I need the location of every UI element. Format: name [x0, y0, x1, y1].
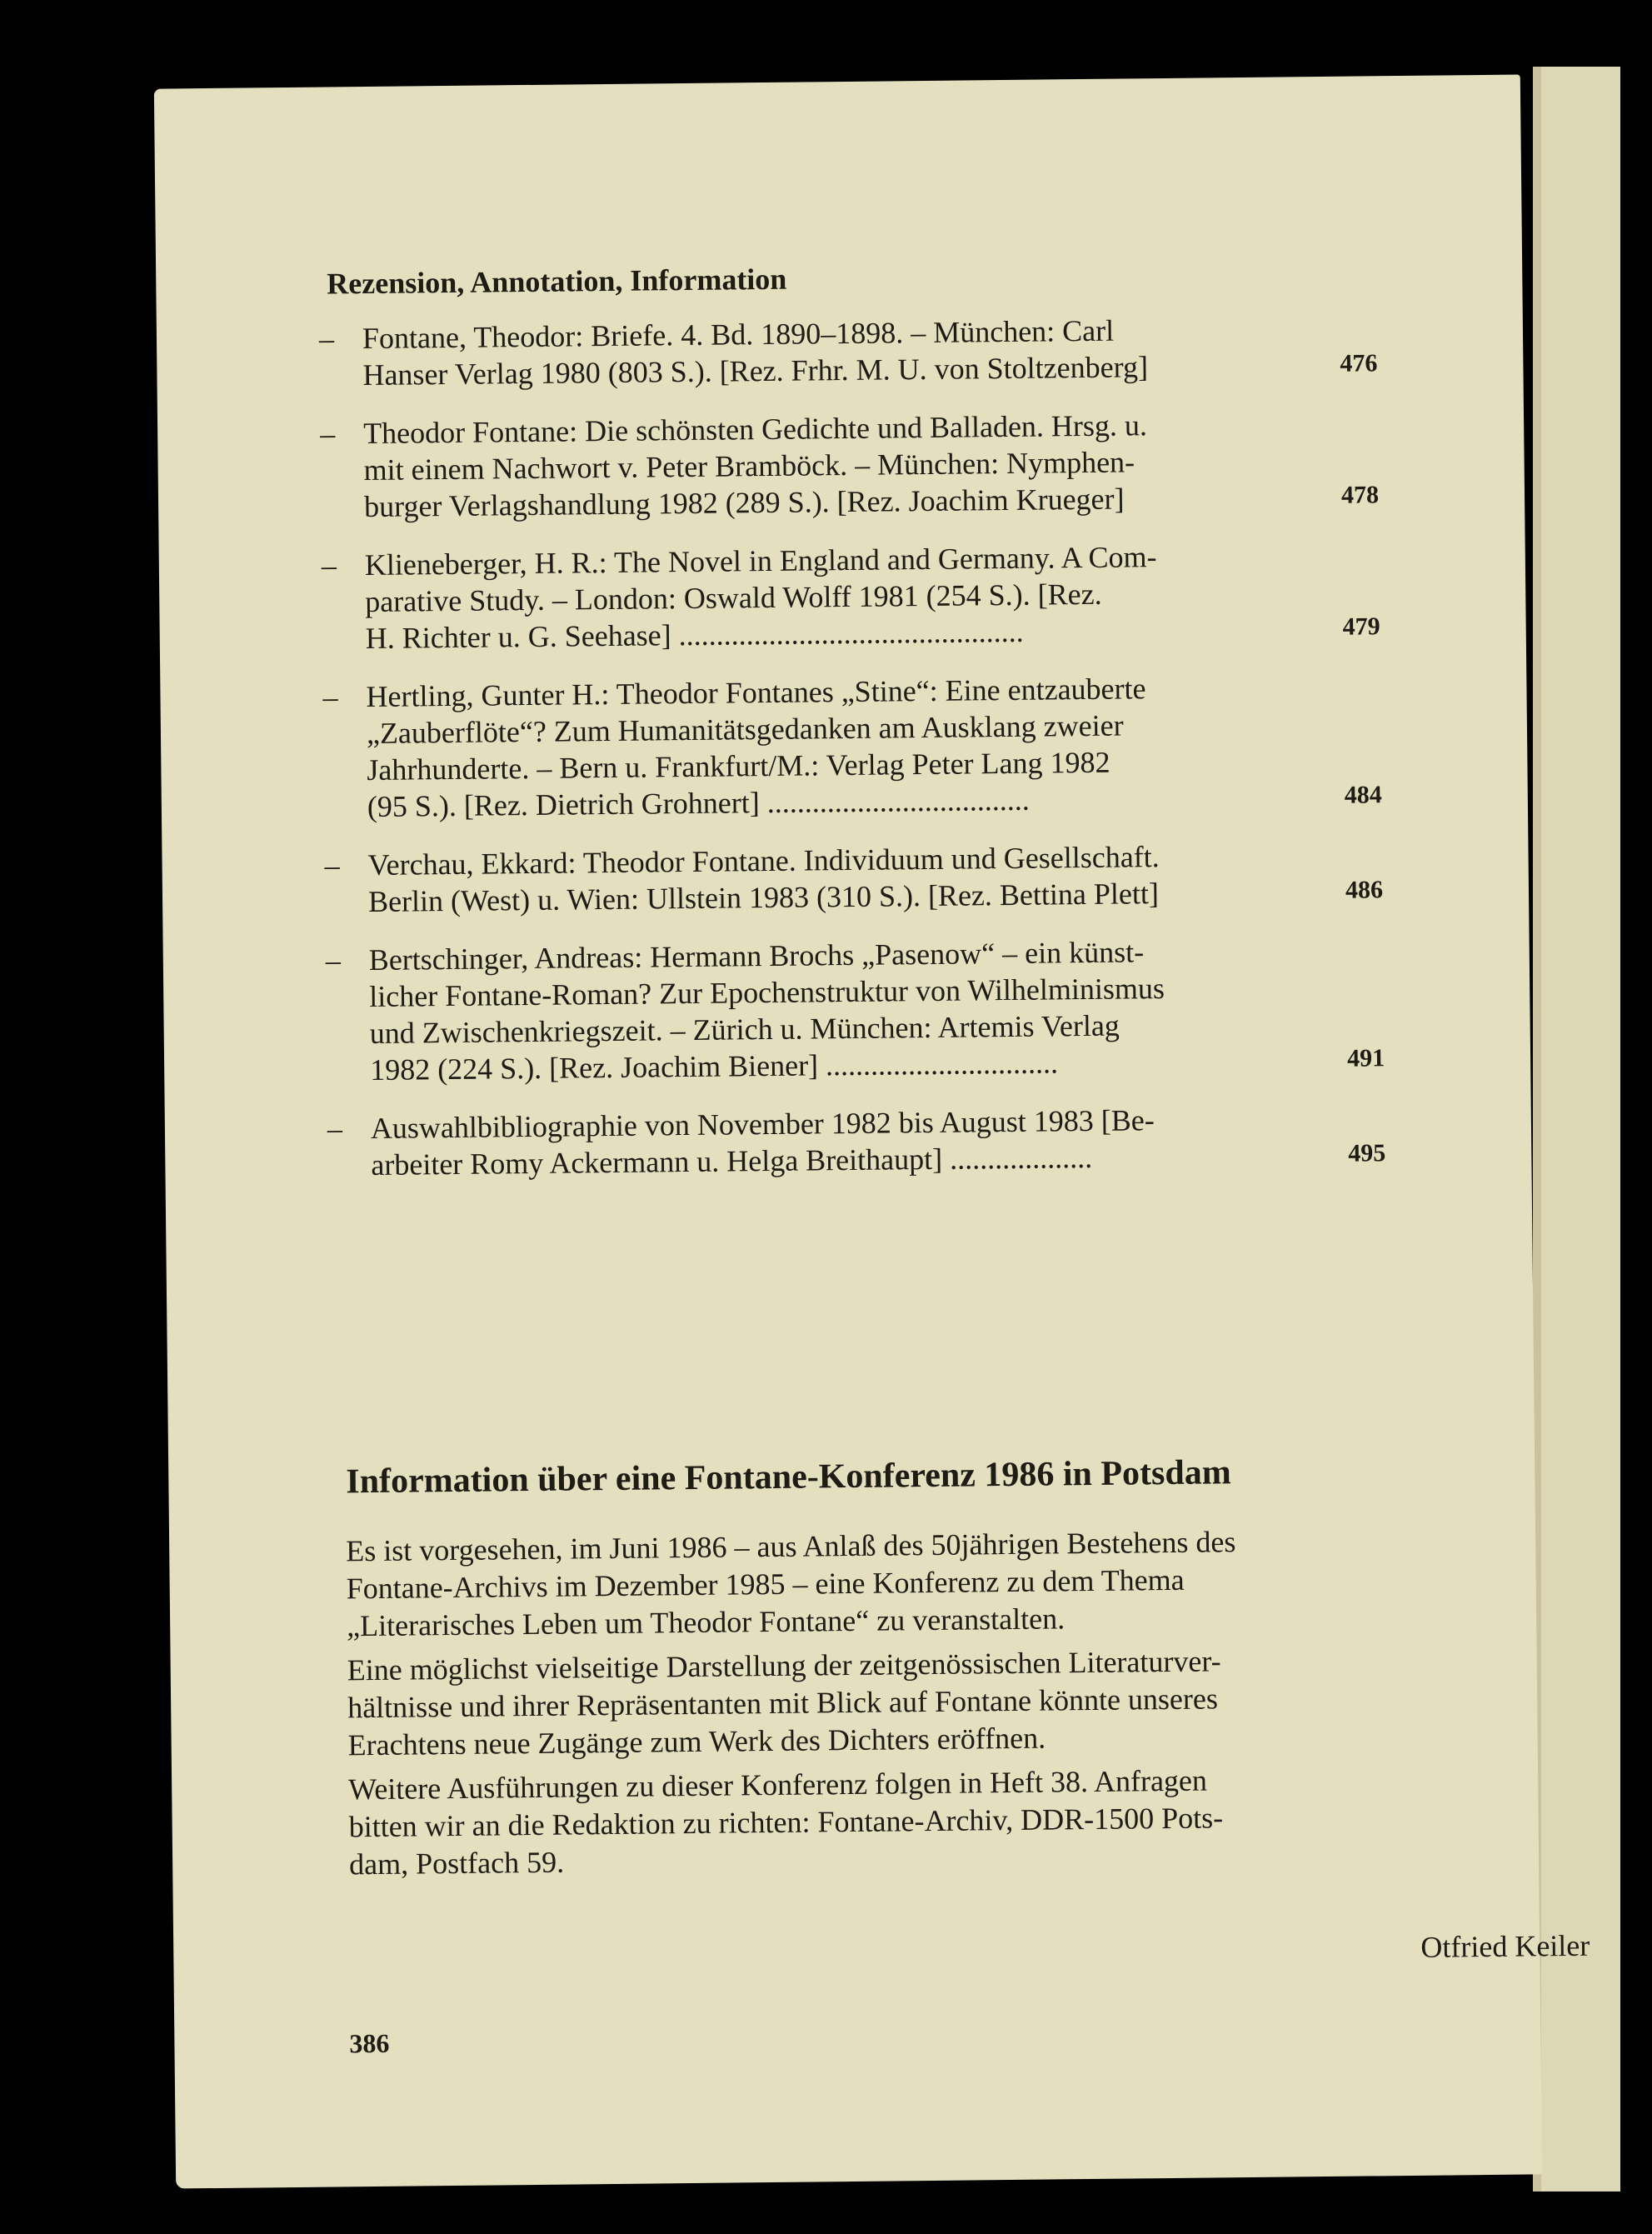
toc-entry-text: Auswahlbibliographie von November 1982 bis August 1983 [Be- arbeiter Romy Ackermann u. Helga Breithaupt] ................... [370, 1103, 1155, 1182]
toc-dash: – [324, 848, 340, 882]
toc-entry [322, 667, 1382, 825]
author-signature: Otfried Keiler [1420, 1928, 1590, 1964]
toc-entry [320, 404, 1379, 525]
toc-page-number: 495 [1348, 1139, 1386, 1167]
toc-page-number: 486 [1345, 876, 1384, 904]
document-page [154, 74, 1590, 2188]
toc-entry [322, 536, 1380, 657]
table-of-contents [319, 309, 1386, 1205]
toc-page-number: 479 [1342, 612, 1380, 641]
toc-page-number: 491 [1346, 1044, 1385, 1072]
toc-entry-text: Theodor Fontane: Die schönsten Gedichte und Balladen. Hrsg. u. mit einem Nachwort v. Peter Bramböck. – München: Nymphen- burger Verlagshandlung 1982 (289 S.). [Rez. Joachim Krueger] [362, 408, 1148, 524]
toc-page-number: 484 [1344, 781, 1382, 809]
info-paragraph: Es ist vorgesehen, im Juni 1986 – aus Anlaß des 50jährigen Bestehens des Fontane-Archivs im Dezember 1985 – eine Konferenz zu dem Thema „Literarisches Leben um Theodor Fontane“ zu veranstalten. [346, 1525, 1236, 1643]
toc-dash: – [327, 1112, 343, 1146]
toc-entry-text: Verchau, Ekkard: Theodor Fontane. Individuum und Gesellschaft. Berlin (West) u. Wien: Ullstein 1983 (310 S.). [Rez. Bettina Plett] [367, 840, 1160, 919]
toc-page-number: 476 [1340, 349, 1378, 377]
toc-page-number: 478 [1340, 481, 1380, 509]
toc-dash: – [319, 417, 336, 451]
toc-entry-text: Hertling, Gunter H.: Theodor Fontanes „Stine“: Eine entzauberte „Zauberflöte“? Zum Humanitätsgedanken am Ausklang zweier Jahrhunderte. – Bern u. Frankfurt/M.: Verlag Peter Lang 1982 (95 S.). [Rez. Dietrich Grohnert] ................................... [366, 672, 1146, 824]
info-body [346, 1520, 1590, 1891]
toc-entry [327, 1099, 1386, 1183]
page-number: 386 [349, 2027, 390, 2059]
toc-entry-text: Bertschinger, Andreas: Hermann Brochs „Pasenow“ – ein künst- licher Fontane-Roman? Zur Epochenstruktur von Wilhelminismus und Zwischenkriegszeit. – Zürich u. München: Artemis Verlag 1982 (224 S.). [Rez. Joachim Biener] ............................... [368, 935, 1165, 1087]
toc-entry-text: Klieneberger, H. R.: The Novel in England and Germany. A Com- parative Study. – London: Oswald Wolff 1981 (254 S.). [Rez. H. Richter u. G. Seehase] .............................................. [364, 540, 1157, 656]
info-paragraph: Eine möglichst vielseitige Darstellung der zeitgenössischen Literaturver- hältnisse und ihrer Repräsentanten mit Blick auf Fontane könnte unseres Erachtens neue Zugänge zum Werk des Dichters eröffnen. [347, 1644, 1221, 1762]
toc-entry-text: Fontane, Theodor: Briefe. 4. Bd. 1890–1898. – München: Carl Hanser Verlag 1980 (803 S.). [Rez. Frhr. M. U. von Stoltzenberg] [362, 313, 1149, 392]
toc-entry [326, 931, 1385, 1088]
toc-entry [319, 309, 1378, 393]
info-paragraph: Weitere Ausführungen zu dieser Konferenz folgen in Heft 38. Anfragen bitten wir an die Redaktion zu richten: Fontane-Archiv, DDR-1500 Pots- dam, Postfach 59. [348, 1763, 1224, 1882]
section-heading: Rezension, Annotation, Information [327, 262, 787, 301]
toc-entry [324, 836, 1383, 920]
toc-dash: – [321, 548, 337, 582]
info-heading: Information über eine Fontane-Konferenz 1986 in Potsdam [346, 1453, 1231, 1502]
toc-dash: – [322, 680, 338, 714]
toc-dash: – [325, 943, 342, 977]
toc-dash: – [318, 322, 335, 356]
